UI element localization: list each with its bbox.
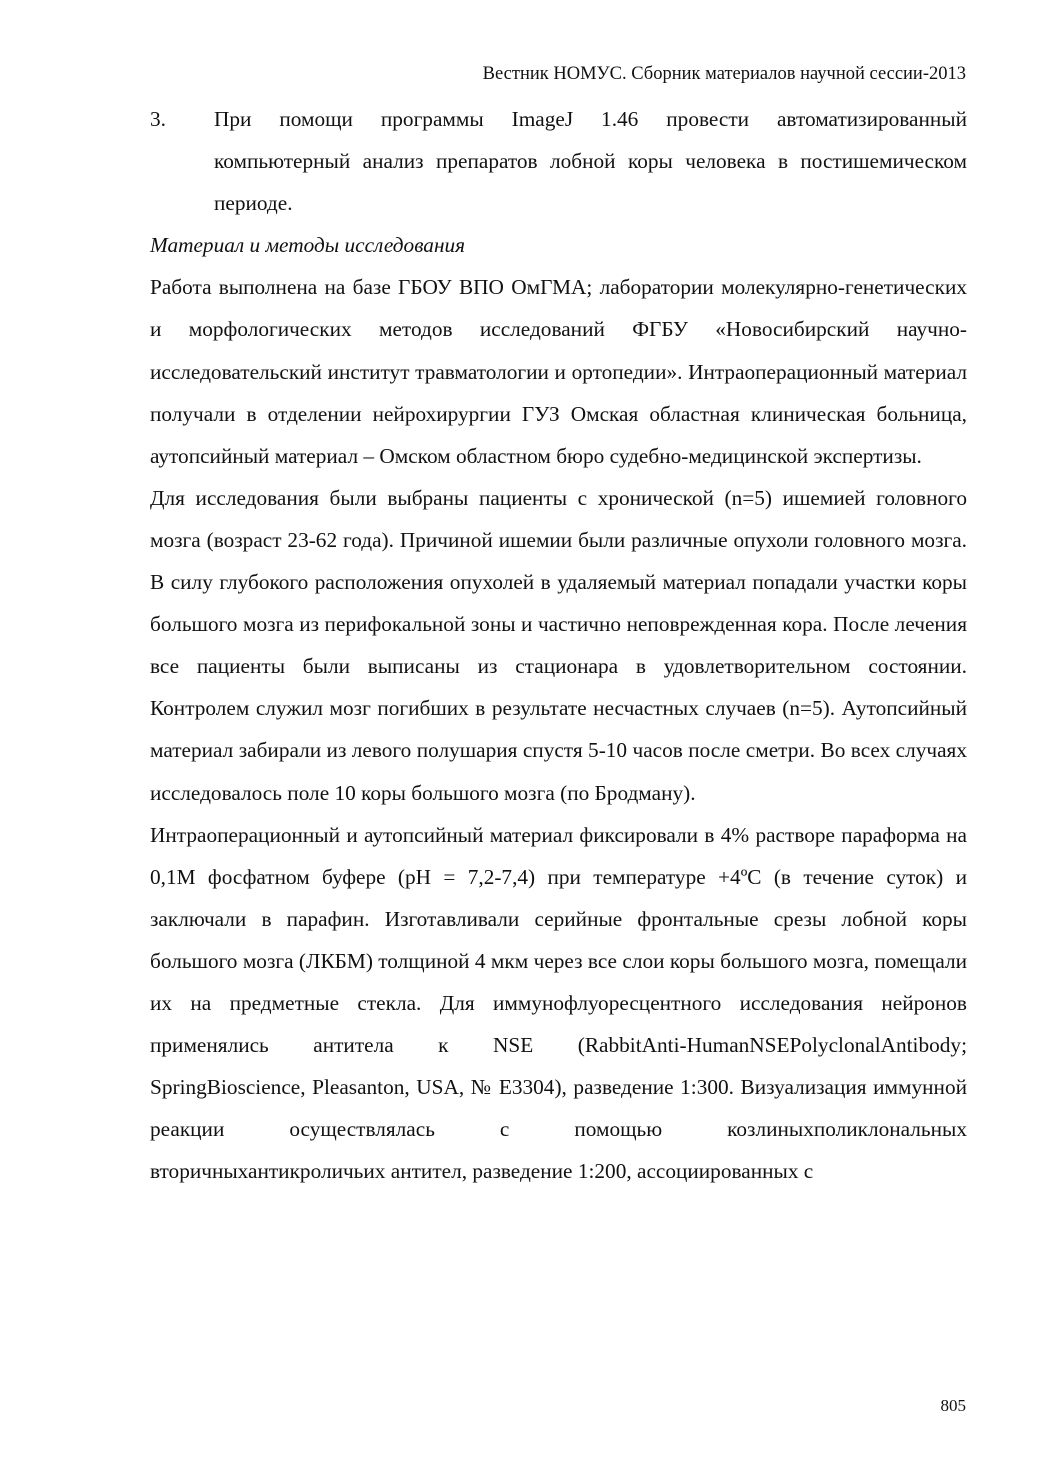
paragraph: Работа выполнена на базе ГБОУ ВПО ОмГМА; лаборатории молекулярно-генетических и морфологических методов исследований ФГБУ «Новосибирский научно-исследовательский институт травматологии и ортопедии». Интраоперационный материал получали в отделении нейрохирургии ГУЗ Омская областная клиническая больница, аутопсийный материал – Омском областном бюро судебно-медицинской экспертизы. [150, 275, 967, 468]
body-text [150, 98, 967, 1192]
paragraph: Для исследования были выбраны пациенты с хронической (n=5) ишемией головного мозга (возраст 23-62 года). Причиной ишемии были различные опухоли головного мозга. В силу глубокого расположения опухолей в удаляемый материал попадали участки коры большого мозга из перифокальной зоны и частично неповрежденная кора. После лечения все пациенты были выписаны из стационара в удовлетворительном состоянии. Контролем служил мозг погибших в результате несчастных случаев (n=5). Аутопсийный материал забирали из левого полушария спустя 5-10 часов после сметри. Во всех случаях исследовалось поле 10 коры большого мозга (по Бродману). [150, 485, 967, 805]
list-item-text: При помощи программы ImageJ 1.46 провести автоматизированный компьютерный анализ препаратов лобной коры человека в постишемическом периоде. [214, 107, 967, 216]
paragraph: Интраоперационный и аутопсийный материал фиксировали в 4% растворе параформа на 0,1М фосфатном буфере (pH = 7,2-7,4) при температуре +4ºС (в течение суток) и заключали в парафин. Изготавливали серийные фронтальные срезы лобной коры большого мозга (ЛКБМ) толщиной 4 мкм через все слои коры большого мозга, помещали их на предметные стекла. Для иммунофлуоресцентного исследования нейронов применялись антитела к NSE (RabbitAnti-HumanNSEPolyclonalAntibody; SpringBioscience, Pleasanton, USA, № E3304), разведение 1:300. Визуализация иммунной реакции осуществлялась с помощью козлиныхполиклональных вторичныхантикроличьих антител, разведение 1:200, ассоциированных с [150, 822, 967, 1184]
running-header: Вестник НОМУС. Сборник материалов научной сессии-2013 [482, 64, 966, 84]
page-number: 805 [940, 1396, 966, 1415]
list-item-number: 3. [150, 107, 166, 131]
numbered-list-item [150, 98, 967, 224]
section-heading: Материал и методы исследования [150, 233, 466, 258]
